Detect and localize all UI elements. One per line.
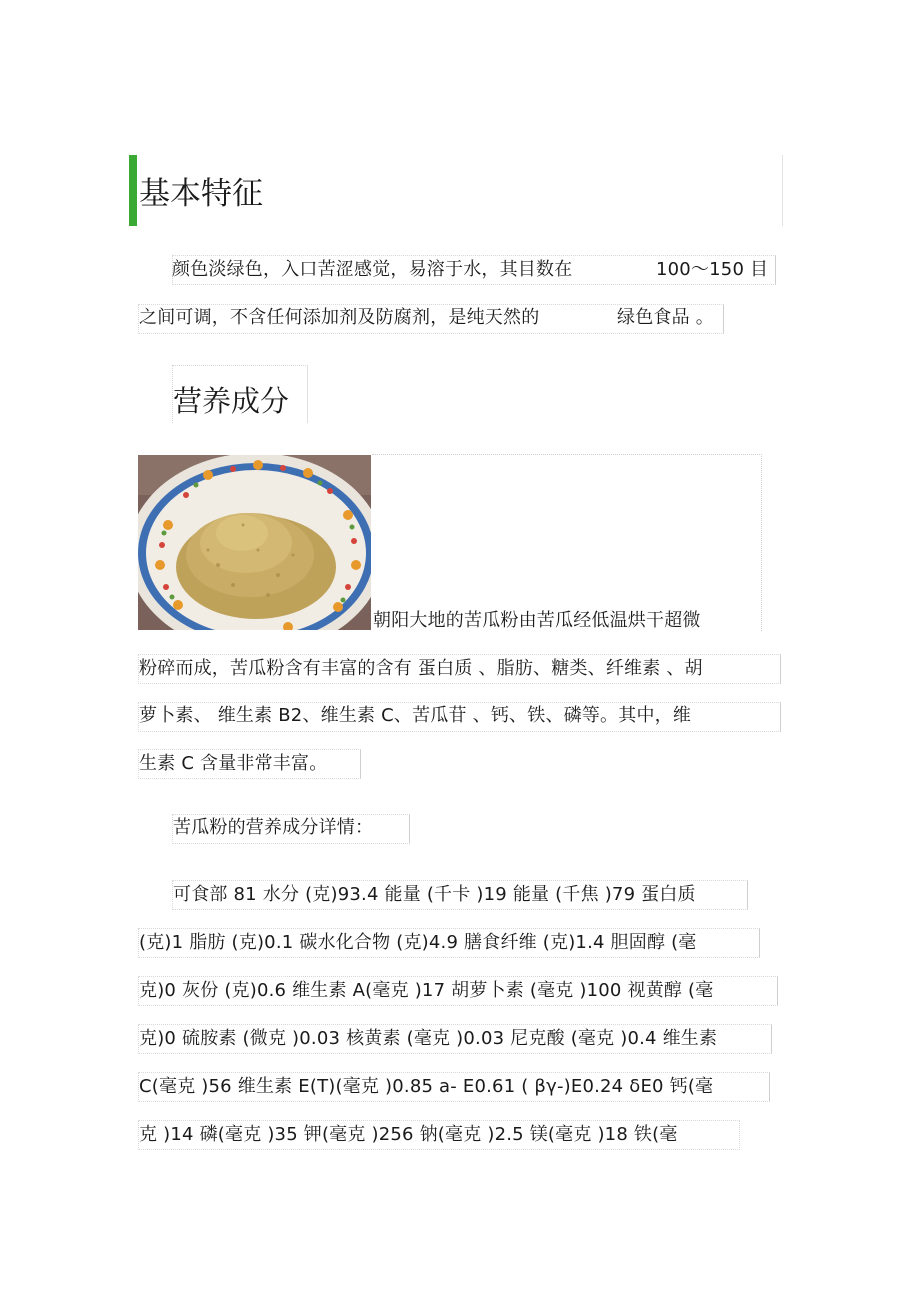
- paragraph-text: 朝阳大地的苦瓜粉由苦瓜经低温烘干超微: [373, 610, 701, 631]
- paragraph-text: 粉碎而成，苦瓜粉含有丰富的含有 蛋白质 、脂肪、糖类、纤维素 、胡: [139, 658, 703, 679]
- bitter-melon-powder-photo: [138, 455, 371, 630]
- section-heading-nutrition: 营养成分: [173, 384, 290, 418]
- paragraph-text: 之间可调，不含任何添加剂及防腐剂，是纯天然的: [139, 307, 540, 328]
- nutrition-detail-line: (克)1 脂肪 (克)0.1 碳水化合物 (克)4.9 膳食纤维 (克)1.4 胆固醇 (毫: [139, 932, 697, 953]
- paragraph-text: 100～150 目: [656, 259, 769, 280]
- nutrition-detail-line: C(毫克 )56 维生素 E(T)(毫克 )0.85 a- E0.61 ( βγ-)E0.24 δE0 钙(毫: [139, 1076, 714, 1097]
- heading-accent-bar: [129, 155, 137, 226]
- nutrition-detail-line: 可食部 81 水分 (克)93.4 能量 (千卡 )19 能量 (千焦 )79 蛋白质: [173, 884, 696, 905]
- paragraph-text: 颜色淡绿色，入口苦涩感觉，易溶于水，其目数在: [172, 259, 573, 280]
- nutrition-detail-line: 克)0 灰份 (克)0.6 维生素 A(毫克 )17 胡萝卜素 (毫克 )100 视黄醇 (毫: [139, 980, 714, 1001]
- paragraph-text: 生素 C 含量非常丰富。: [139, 753, 328, 774]
- details-title: 苦瓜粉的营养成分详情：: [173, 817, 374, 838]
- section-heading-basic-features: 基本特征: [139, 176, 263, 212]
- nutrition-detail-line: 克)0 硫胺素 (微克 )0.03 核黄素 (毫克 )0.03 尼克酸 (毫克 )0.4 维生素: [139, 1028, 718, 1049]
- image-frame: [372, 454, 762, 631]
- paragraph-text: 绿色食品 。: [617, 307, 714, 328]
- paragraph-text: 萝卜素、 维生素 B2、维生素 C、苦瓜苷 、钙、铁、磷等。其中，维: [139, 705, 692, 726]
- nutrition-detail-line: 克 )14 磷(毫克 )35 钾(毫克 )256 钠(毫克 )2.5 镁(毫克 )18 铁(毫: [139, 1124, 678, 1145]
